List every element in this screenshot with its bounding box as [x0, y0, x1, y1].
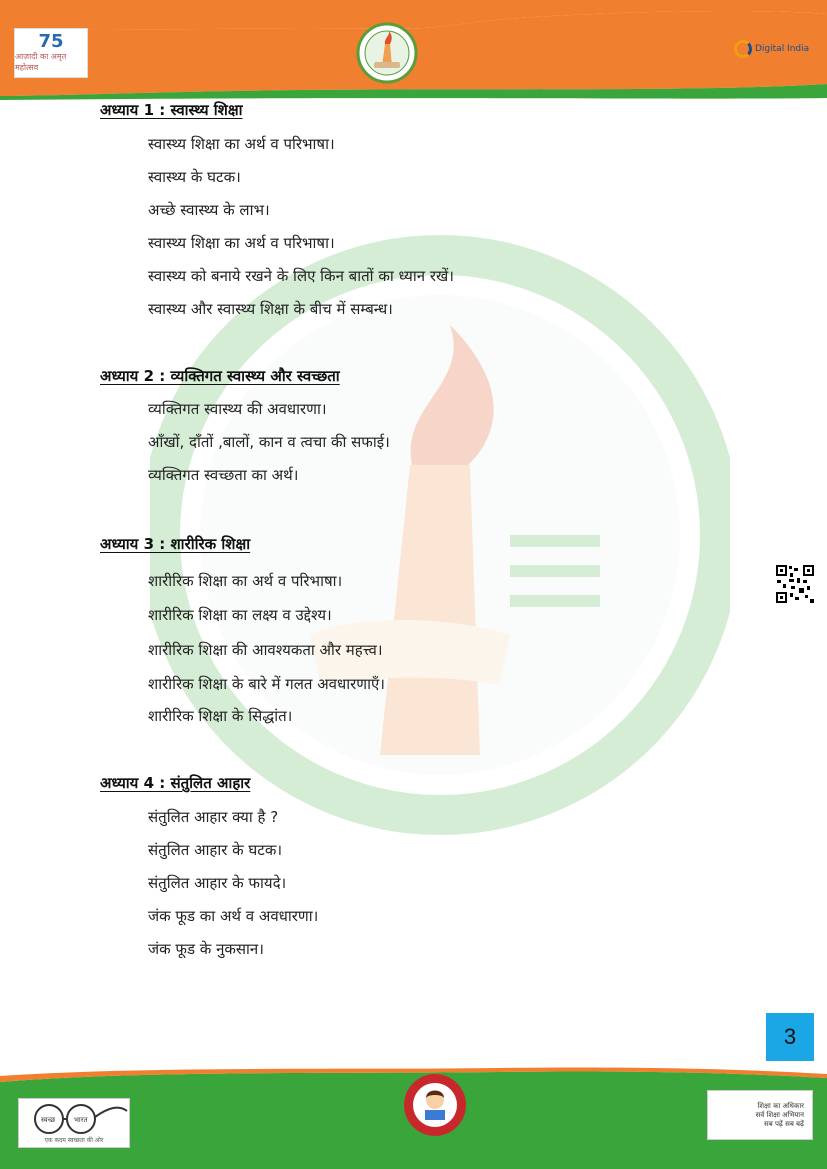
qr-code-icon[interactable]: [775, 564, 815, 604]
girl-reading-emblem-icon: [402, 1072, 468, 1138]
chapter-4-item: जंक फूड का अर्थ व अवधारणा।: [148, 907, 319, 925]
chapter-2-item: व्यक्तिगत स्वच्छता का अर्थ।: [148, 466, 299, 484]
chapter-4-item: जंक फूड के नुकसान।: [148, 940, 264, 958]
chapter-3-item: शारीरिक शिक्षा के सिद्धांत।: [148, 707, 293, 725]
chapter-1-item: स्वास्थ्य शिक्षा का अर्थ व परिभाषा।: [148, 135, 335, 153]
chapter-1-title: अध्याय 1 : स्वास्थ्य शिक्षा: [100, 101, 243, 119]
chapter-4-item: संतुलित आहार के फायदे।: [148, 874, 287, 892]
page-footer: [0, 1060, 827, 1169]
azadi-ka-amrit-mahotsav-logo: 75 आज़ादी का अमृत महोत्सव: [14, 28, 88, 78]
chapter-3-item: शारीरिक शिक्षा की आवश्यकता और महत्त्व।: [148, 641, 383, 659]
chapter-4-item: संतुलित आहार क्या है ?: [148, 808, 279, 826]
chapter-2-item: आँखों, दाँतों ,बालों, कान व त्वचा की सफाई।: [148, 433, 390, 451]
chapter-2-item: व्यक्तिगत स्वास्थ्य की अवधारणा।: [148, 400, 327, 418]
chapter-3-item: शारीरिक शिक्षा का अर्थ व परिभाषा।: [148, 572, 343, 590]
chapter-1-item: स्वास्थ्य के घटक।: [148, 168, 241, 186]
chapter-1-item: स्वास्थ्य को बनाये रखने के लिए किन बातों का ध्यान रखें।: [148, 267, 454, 285]
rte-tagline: सब पढ़ें सब बढ़ें: [764, 1119, 804, 1128]
page-header: [0, 0, 827, 100]
digital-india-logo: Digital India: [734, 40, 809, 58]
svg-text:भारत: भारत: [74, 1116, 88, 1124]
svg-text:स्वच्छ: स्वच्छ: [41, 1116, 56, 1124]
rte-subtitle: सर्व शिक्षा अभियान: [755, 1110, 804, 1119]
chapter-4-title: अध्याय 4 : संतुलित आहार: [100, 774, 251, 792]
chapter-3-title: अध्याय 3 : शारीरिक शिक्षा: [100, 535, 251, 553]
chapter-4-item: संतुलित आहार के घटक।: [148, 841, 283, 859]
rte-title: शिक्षा का अधिकार: [757, 1101, 804, 1110]
chapter-3-item: शारीरिक शिक्षा का लक्ष्य व उद्देश्य।: [148, 606, 332, 624]
swachh-tagline: एक कदम स्वच्छता की ओर: [44, 1137, 104, 1144]
board-emblem-icon: [356, 22, 418, 84]
chapter-1-item: स्वास्थ्य और स्वास्थ्य शिक्षा के बीच में सम्बन्ध।: [148, 300, 393, 318]
chapter-1-item: अच्छे स्वास्थ्य के लाभ।: [148, 201, 270, 219]
chapter-1-item: स्वास्थ्य शिक्षा का अर्थ व परिभाषा।: [148, 234, 335, 252]
glasses-icon: [19, 1099, 131, 1139]
digital-india-icon: [734, 40, 752, 58]
chapter-3-item: शारीरिक शिक्षा के बारे में गलत अवधारणाएँ।: [148, 675, 385, 693]
page-number: 3: [766, 1013, 814, 1061]
swachh-bharat-logo: [18, 1098, 130, 1148]
chapter-2-title: अध्याय 2 : व्यक्तिगत स्वास्थ्य और स्वच्छता: [100, 367, 340, 385]
right-to-education-logo: [707, 1090, 813, 1140]
